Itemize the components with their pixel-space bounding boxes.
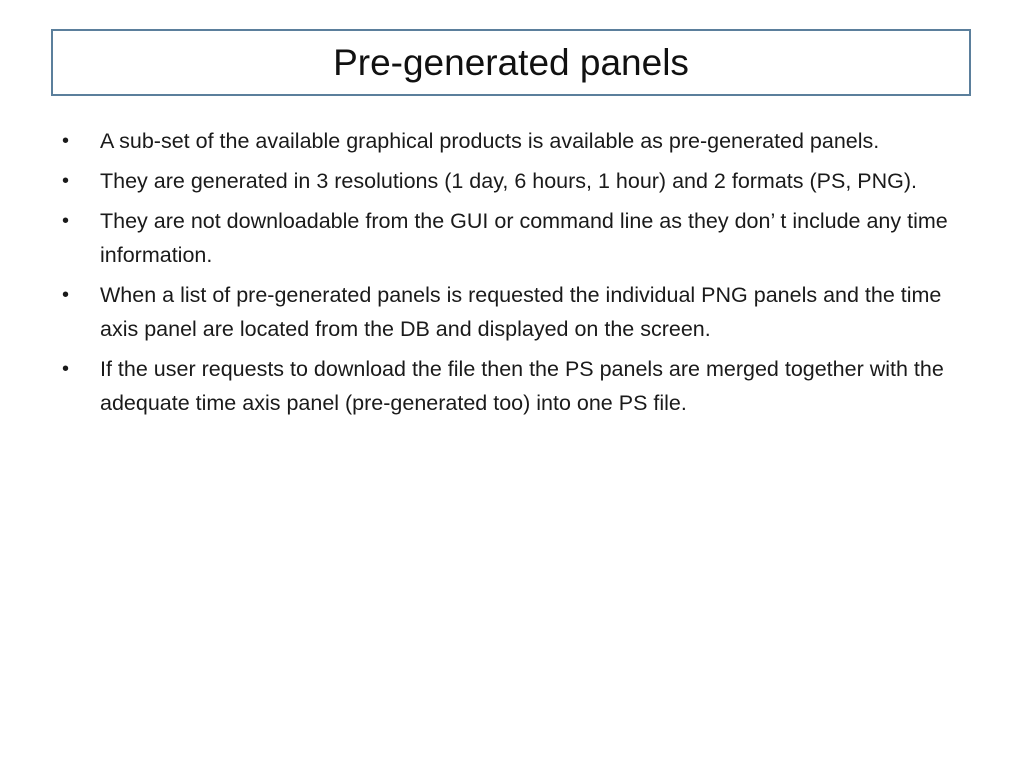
bullet-text: They are not downloadable from the GUI or command line as they don’ t include any time information.: [100, 209, 948, 267]
bullet-item: [60, 204, 960, 272]
bullet-text: If the user requests to download the file then the PS panels are merged together with the adequate time axis panel (pre-generated too) into one PS file.: [100, 357, 944, 415]
title-box: [51, 29, 971, 96]
bullet-icon: •: [62, 170, 70, 192]
bullet-icon: •: [62, 130, 70, 152]
bullet-text: They are generated in 3 resolutions (1 day, 6 hours, 1 hour) and 2 formats (PS, PNG).: [100, 169, 918, 193]
bullet-icon: •: [62, 284, 70, 306]
bullet-item: [60, 278, 960, 346]
bullet-list: [60, 124, 960, 426]
bullet-item: [60, 352, 960, 420]
bullet-item: [60, 164, 960, 198]
bullet-item: [60, 124, 960, 158]
slide-title: Pre-generated panels: [333, 42, 689, 83]
bullet-text: When a list of pre-generated panels is requested the individual PNG panels and the time axis panel are located from the DB and displayed on the screen.: [100, 283, 942, 341]
bullet-icon: •: [62, 358, 70, 380]
bullet-icon: •: [62, 210, 70, 232]
bullet-text: A sub-set of the available graphical products is available as pre-generated panels.: [100, 129, 880, 153]
